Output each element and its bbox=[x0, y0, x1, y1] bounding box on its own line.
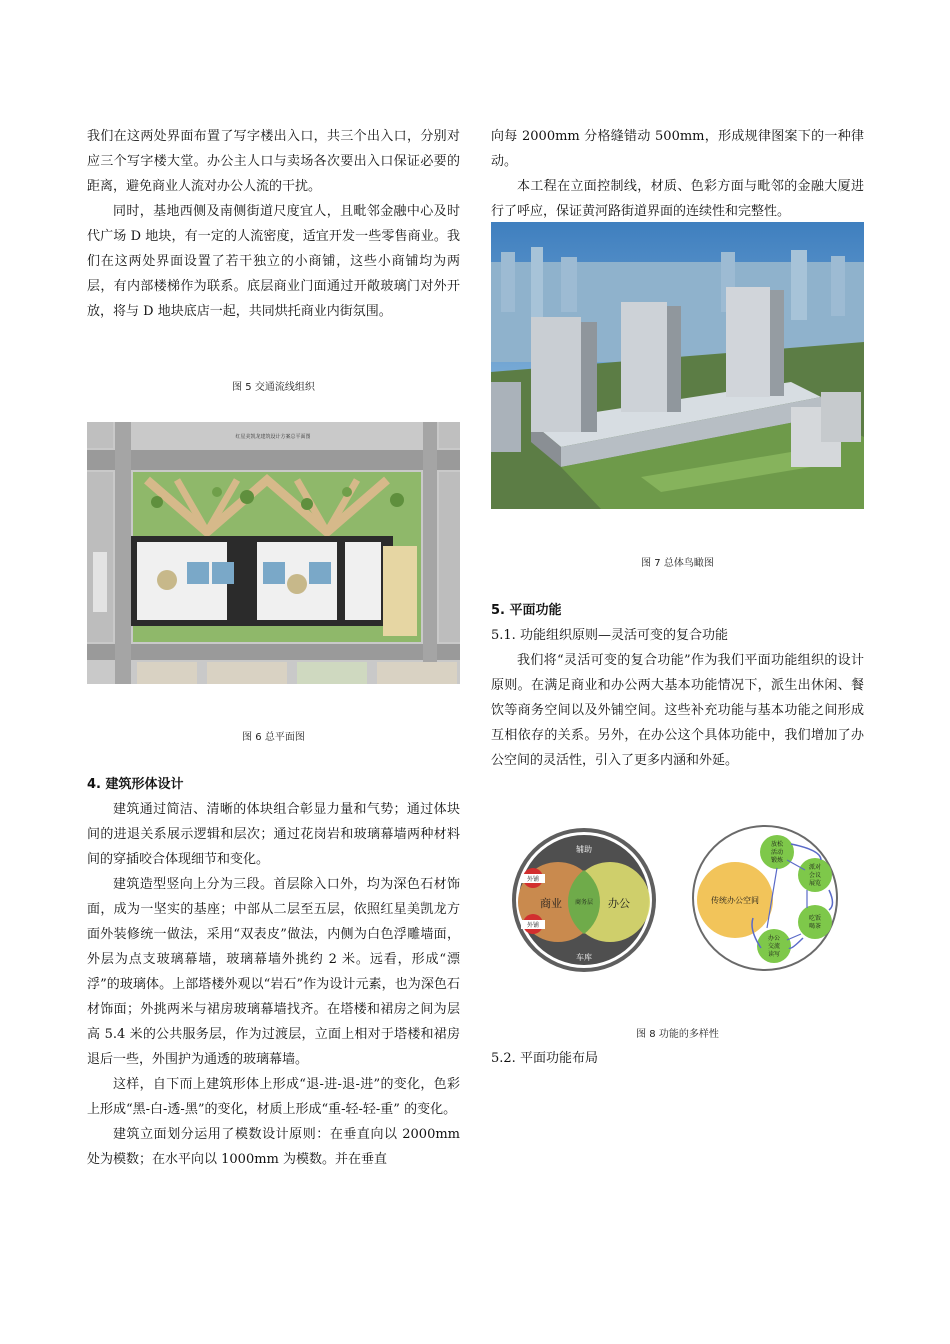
venn-shop-top-label: 外铺 bbox=[526, 876, 540, 883]
cycle-node-1-line-3: 锻炼 bbox=[770, 857, 784, 864]
section-4-title: 4. 建筑形体设计 bbox=[87, 777, 184, 792]
section-4 bbox=[87, 772, 460, 1172]
subsection-5-2-title: 5.2. 平面功能布局 bbox=[491, 1051, 598, 1066]
cycle-node-2-line-3: 展览 bbox=[808, 880, 822, 887]
venn-top-label: 辅助 bbox=[576, 845, 592, 854]
paragraph: 这样，自下而上建筑形体上形成“退-进-退-进”的变化，色彩上形成“黑-白-透-黑”的变化，材质上形成“重-轻-轻-重” 的变化。 bbox=[87, 1077, 460, 1117]
cycle-node-2-line-2: 会议 bbox=[808, 872, 822, 879]
function-diversity-figure bbox=[491, 820, 864, 980]
left-column bbox=[87, 124, 460, 324]
venn-right-label: 办公 bbox=[608, 897, 630, 910]
site-plan-title: 红星美凯龙建筑设计方案总平面图 bbox=[235, 434, 311, 440]
cycle-node-4-line-2: 交流 bbox=[767, 943, 781, 950]
site-plan-figure bbox=[87, 422, 460, 684]
section-5 bbox=[491, 598, 864, 773]
figure-8-caption: 图 8 功能的多样性 bbox=[636, 1029, 719, 1040]
paragraph: 同时，基地西侧及南侧街道尺度宜人，且毗邻金融中心及时代广场 D 地块，有一定的人流密度，适宜开发一些零售商业。我们在这两处界面设置了若干独立的小商铺，这些小商铺均为两层，有内部楼梯作为联系。底层商业门面通过开敞玻璃门对外开放，将与 D 地块底店一起，共同烘托商业内街氛围。 bbox=[87, 204, 460, 319]
venn-middle-label: 商务层 bbox=[574, 899, 594, 906]
cycle-diagram bbox=[693, 826, 837, 970]
aerial-view-rendering bbox=[491, 222, 864, 509]
paragraph: 本工程在立面控制线，材质、色彩方面与毗邻的金融大厦进行了呼应，保证黄河路街道界面的连续性和完整性。 bbox=[491, 179, 864, 219]
cycle-node-3-line-1: 吃饭 bbox=[808, 915, 822, 922]
cycle-node-2-line-1: 派对 bbox=[808, 864, 822, 871]
section-5-title: 5. 平面功能 bbox=[491, 603, 562, 618]
figure-7-caption: 图 7 总体鸟瞰图 bbox=[641, 558, 714, 569]
cycle-node-4-line-3: 读写 bbox=[767, 951, 781, 958]
right-column bbox=[491, 124, 864, 224]
cycle-node-3-line-2: 喝茶 bbox=[808, 923, 822, 930]
function-diagrams bbox=[491, 820, 864, 980]
paragraph: 我们将“灵活可变的复合功能”作为我们平面功能组织的设计原则。在满足商业和办公两大基本功能情况下，派生出休闲、餐饮等商务空间以及外铺空间。这些补充功能与基本功能之间形成互相依存的关系。另外，在办公这个具体功能中，我们增加了办公空间的灵活性，引入了更多内涵和外延。 bbox=[491, 653, 864, 768]
paragraph: 我们在这两处界面布置了写字楼出入口，共三个出入口，分别对应三个写字楼大堂。办公主人口与卖场各次要出入口保证必要的距离，避免商业人流对办公人流的干扰。 bbox=[87, 129, 460, 194]
cycle-node-1-line-1: 放松 bbox=[770, 841, 784, 848]
paragraph: 向每 2000mm 分格缝错动 500mm，形成规律图案下的一种律动。 bbox=[491, 129, 864, 169]
venn-left-label: 商业 bbox=[540, 897, 562, 910]
cycle-center-label: 传统办公空间 bbox=[711, 896, 759, 905]
figure-6-caption: 图 6 总平面图 bbox=[242, 732, 305, 743]
cycle-node-1-line-2: 活动 bbox=[770, 849, 784, 856]
subsection-5-1-title: 5.1. 功能组织原则—灵活可变的复合功能 bbox=[491, 628, 728, 643]
venn-shop-bottom-label: 外铺 bbox=[526, 922, 540, 929]
venn-diagram bbox=[512, 828, 656, 972]
paragraph: 建筑立面划分运用了模数设计原则：在垂直向以 2000mm 处为模数；在水平向以 1000mm 为模数。并在垂直 bbox=[87, 1127, 460, 1167]
venn-bottom-label: 车库 bbox=[576, 953, 592, 962]
aerial-view-figure bbox=[491, 222, 864, 509]
paragraph: 建筑造型竖向上分为三段。首层除入口外，均为深色石材饰面，成为一坚实的基座；中部从二层至五层，依照红星美凯龙方面外装修统一做法，采用“双表皮”做法，内侧为白色浮雕墙面，外层为点支玻璃幕墙，玻璃幕墙外挑约 2 米。远看，形成“漂浮”的玻璃体。上部塔楼外观以“岩石”作为设计元素，也为深色石材饰面；外挑两米与裙房玻璃幕墙找齐。在塔楼和裙房之间为层高 5.4 米的公共服务层，作为过渡层，立面上相对于塔楼和裙房退后一些，外围护为通透的玻璃幕墙。 bbox=[87, 877, 460, 1067]
figure-5-caption: 图 5 交通流线组织 bbox=[232, 382, 315, 393]
paragraph: 建筑通过简洁、清晰的体块组合彰显力量和气势；通过体块间的进退关系展示逻辑和层次；通过花岗岩和玻璃幕墙两种材料间的穿插咬合体现细节和变化。 bbox=[87, 802, 460, 867]
cycle-node-4-line-1: 办公 bbox=[767, 935, 781, 942]
site-plan-drawing bbox=[87, 422, 460, 684]
subsection-5-2 bbox=[491, 1046, 864, 1071]
